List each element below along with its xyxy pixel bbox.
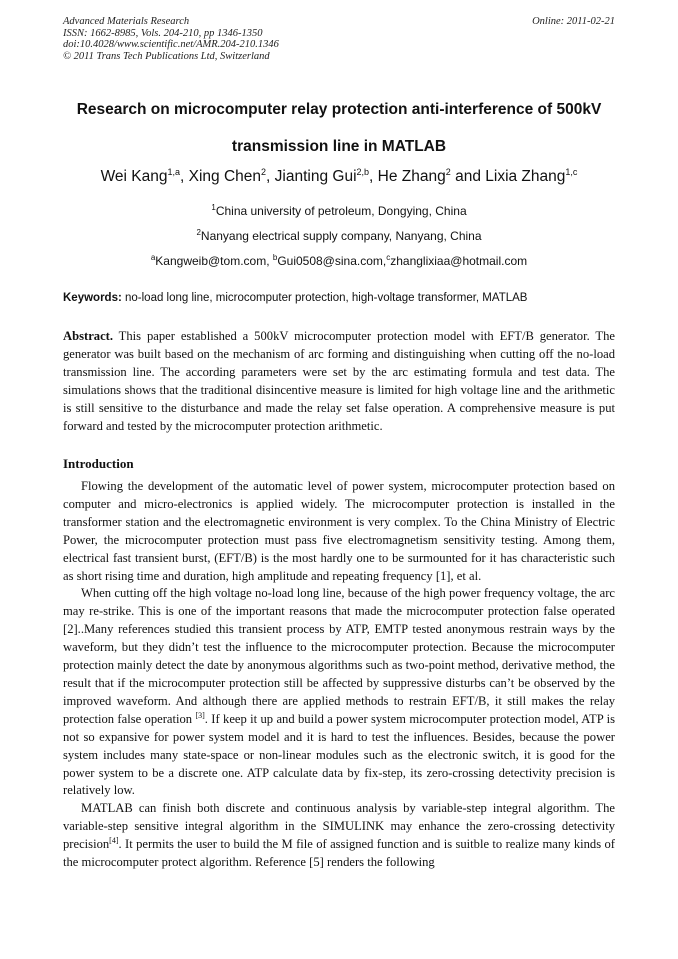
author-sup: 1,a	[167, 167, 181, 177]
email-a[interactable]: Kangweib@tom.com,	[155, 254, 273, 268]
affiliation-text: Nanyang electrical supply company, Nanyang, China	[200, 229, 482, 243]
affiliation-sup: 2	[196, 228, 201, 237]
paragraph	[63, 585, 615, 800]
email-b[interactable]: Gui0508@sina.com,	[277, 254, 387, 268]
email-c[interactable]: zhanglixiaa@hotmail.com	[390, 254, 528, 268]
author-list	[40, 167, 638, 186]
affiliation-2	[40, 228, 638, 243]
author-separator: ,	[266, 168, 275, 186]
online-date: Online: 2011-02-21	[532, 16, 615, 27]
keywords-label: Keywords:	[63, 292, 122, 304]
journal-doi[interactable]: doi:10.4028/www.scientific.net/AMR.204-210.1346	[63, 39, 279, 50]
keywords-text: no-load long line, microcomputer protection, high-voltage transformer, MATLAB	[121, 292, 528, 304]
paragraph-text: When cutting off the high voltage no-load long line, because of the high power frequency voltage, the arc may re-strike. This is one of the important reasons that made the microcomputer protection false operated [2]..Many references studied this transient process by ATP, EMTP tested anonymous restrain ways by the waveform, but they didn’t test the influence to the microcomputer protection. Because the microcomputer protection mainly detect the date by anonymous algorithms such as two-point method, derivative method, the result that if the microcomputer protection still be affected by suppressive disturbs can’t be observed by the improved waveform. And although there are applied methods to restrain EFT/B, it still makes the relay protection false operation	[63, 586, 615, 726]
author-separator: ,	[180, 168, 189, 186]
citation[interactable]: [3]	[195, 710, 205, 720]
email-sup: a	[150, 253, 156, 262]
keywords	[63, 292, 615, 304]
title-line-2: transmission line in MATLAB	[231, 138, 447, 155]
paragraph-text: . It permits the user to build the M file of assigned function and is suitble to realize many kinds of the microcomputer protect algorithm. Reference [5] renders the following	[63, 837, 615, 870]
journal-name: Advanced Materials Research	[63, 16, 190, 27]
section-heading-introduction: Introduction	[63, 456, 134, 471]
author-name: He Zhang	[377, 168, 446, 186]
author-emails	[40, 253, 638, 268]
author-name: Xing Chen	[188, 168, 262, 186]
author-sup: 2,b	[356, 167, 370, 177]
author-sup: 2	[445, 167, 451, 177]
email-sup: b	[272, 253, 278, 262]
author-sup: 1,c	[565, 167, 578, 177]
abstract	[63, 328, 615, 435]
author-name: Wei Kang	[100, 168, 168, 186]
paragraph	[63, 800, 615, 872]
affiliation-1	[40, 203, 638, 218]
paragraph-text: . If keep it up and build a power system microcomputer protection model, ATP is not so expansive for power system model and it is hard to test the influences. Besides, because the power system includes many state-space or non-linear modules such as the electronic switch, it is good for the power system to be a discrete one. ATP calculate data by fix-step, its zero-crossing detectivity precision is relatively low.	[63, 711, 615, 798]
paragraph: Flowing the development of the automatic level of power system, microcomputer protection based on computer and micro-electronics is applied widely. The microcomputer protection is installed in the transformer station and the electromagnetic environment is very complex. To the China Ministry of Electric Power, the microcomputer protection must pass five electromagnetism sensitivity testing. Among them, electrical fast transient burst, (EFT/B) is the most hardly one to be surmounted for it has characteristic such as short rising time and duration, high amplitude and repeating frequency [1], et al.	[63, 479, 615, 583]
affiliation-text: China university of petroleum, Dongying, China	[215, 204, 467, 218]
abstract-text: This paper established a 500kV microcomputer protection model with EFT/B generator. The generator was built based on the mechanism of arc forming and distinguishing when cutting off the no-load transmission line. The according parameters were set by the arc estimating formula and test data. The simulations shows that the traditional disincentive measure is limited for high voltage line and the arithmetic is still sensitive to the disturbance and made the relay set false operation. A comprehensive measure is put forward and tested by the microcomputer protection arithmetic.	[63, 329, 615, 433]
introduction-body	[63, 478, 615, 872]
author-and: and	[450, 168, 486, 186]
citation[interactable]: [4]	[109, 835, 119, 845]
journal-copyright: © 2011 Trans Tech Publications Ltd, Switzerland	[63, 50, 270, 62]
journal-header	[63, 16, 615, 62]
paragraph-text: MATLAB can finish both discrete and continuous analysis by variable-step integral algorithm. The variable-step sensitive integral algorithm in the SIMULINK may enhance the zero-crossing detectivity precision	[63, 801, 615, 852]
affiliation-sup: 1	[211, 203, 216, 212]
author-separator: ,	[369, 168, 378, 186]
author-name: Lixia Zhang	[485, 168, 566, 186]
paper-title	[40, 91, 638, 165]
title-line-1: Research on microcomputer relay protection anti-interference of 500kV	[76, 101, 602, 118]
email-sup: c	[386, 253, 391, 262]
author-sup: 2	[261, 167, 267, 177]
journal-issn: ISSN: 1662-8985, Vols. 204-210, pp 1346-1350	[63, 27, 263, 39]
abstract-label: Abstract.	[63, 329, 114, 343]
author-name: Jianting Gui	[274, 168, 357, 186]
